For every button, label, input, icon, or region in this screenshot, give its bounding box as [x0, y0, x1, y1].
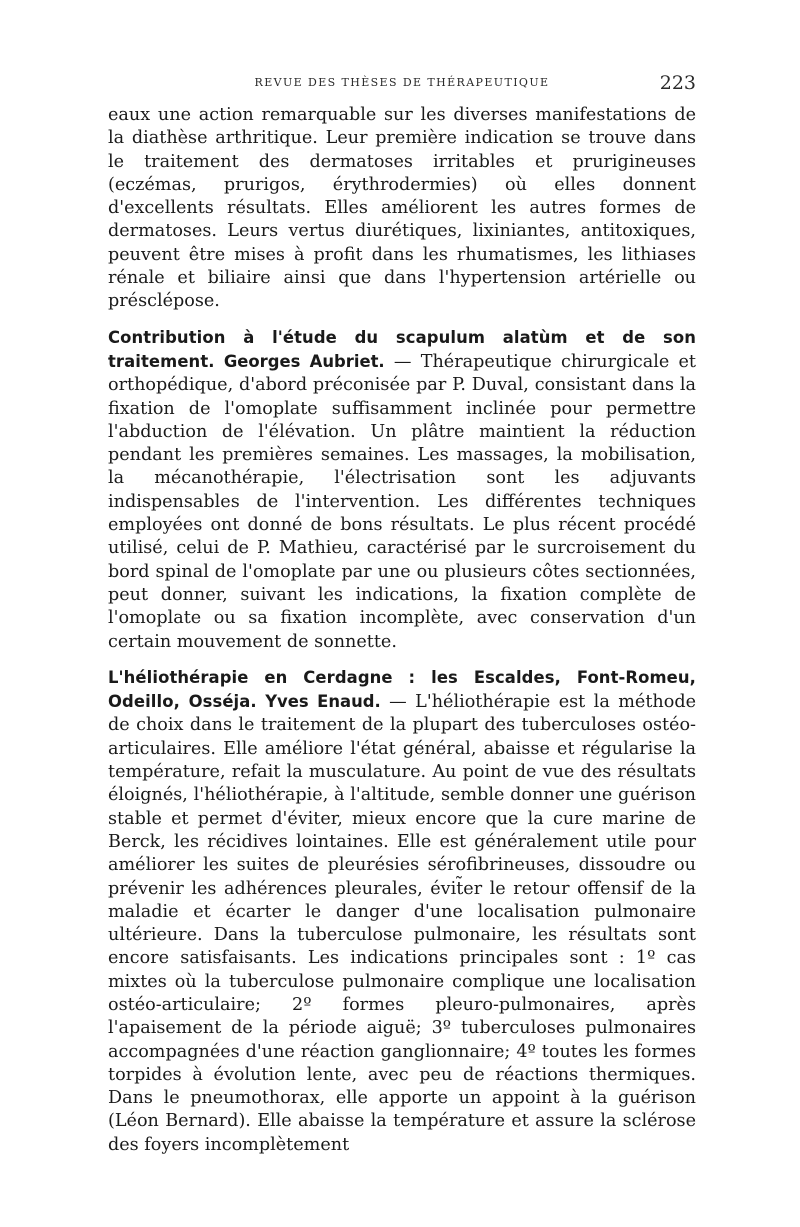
thesis-title: Contribution à l'étude du scapulum alatùm et de son traitement.	[108, 327, 696, 371]
running-header	[108, 70, 696, 104]
thesis-author: Georges Aubriet.	[223, 351, 385, 371]
thesis-title: L'héliothérapie en Cerdagne : les Escaldes, Font-Romeu, Odeillo, Osséja.	[108, 667, 696, 712]
running-title: REVUE DES THÈSES DE THÉRAPEUTIQUE	[254, 76, 550, 89]
thesis-entry-scapulum	[108, 326, 696, 654]
thesis-author: Yves Enaud.	[265, 692, 381, 712]
thesis-entry-heliotherapie	[108, 666, 696, 1157]
document-page	[108, 70, 696, 1157]
thesis-summary: — Thérapeutique chirurgicale et orthopédique, d'abord préconisée par P. Duval, consistant dans la fixation de l'omoplate suffisamment inclinée pour permettre l'abduction de l'élévation. Un plâtre maintient la réduction pendant les premières semaines. Les massages, la mobilisation, la mécanothérapie, l'électrisation sont les adjuvants indispensables de l'intervention. Les différentes techniques employées ont donné de bons résultats. Le plus récent procédé utilisé, celui de P. Mathieu, caractérisé par le surcroisement du bord spinal de l'omoplate par une ou plusieurs côtes sectionnées, peut donner, suivant les indications, la fixation complète de l'omoplate ou sa fixation incomplète, avec conservation d'un certain mouvement de sonnette.	[108, 351, 696, 652]
page-number: 223	[659, 72, 696, 94]
thesis-summary: — L'héliothérapie est la méthode de choix dans le traitement de la plupart des tuberculoses ostéo-articulaires. Elle améliore l'état général, abaisse et régularise la température, refait la musculature. Au point de vue des résultats éloignés, l'héliothérapie, à l'altitude, semble donner une guérison stable et permet d'éviter, mieux encore que la cure marine de Berck, les récidives lointaines. Elle est généralement utile pour améliorer les suites de pleurésies sérofibrineuses, dissoudre ou prévenir les adhérences pleurales, évit̃er le retour offensif de la maladie et écarter le danger d'une localisation pulmonaire ultérieure. Dans la tuberculose pulmonaire, les résultats sont encore satisfaisants. Les indications principales sont : 1º cas mixtes où la tuberculose pulmonaire complique une localisation ostéo-articulaire; 2º formes pleuro-pulmonaires, après l'apaisement de la période aiguë; 3º tuberculoses pulmonaires accompagnées d'une réaction ganglionnaire; 4º toutes les formes torpides à évolution lente, avec peu de réactions thermiques. Dans le pneumothorax, elle apporte un appoint à la guérison (Léon Bernard). Elle abaisse la température et assure la sclérose des foyers incomplètement	[108, 692, 697, 1155]
intro-paragraph: eaux une action remarquable sur les diverses manifestations de la diathèse arthritique. Leur première indication se trouve dans le traitement des dermatoses irritables et prurigineuses (eczémas, prurigos, érythrodermies) où elles donnent d'excellents résultats. Elles améliorent les autres formes de dermatoses. Leurs vertus diurétiques, lixiniantes, antitoxiques, peuvent être mises à profit dans les rhumatismes, les lithiases rénale et biliaire ainsi que dans l'hypertension artérielle ou préscléрose.	[108, 105, 696, 312]
